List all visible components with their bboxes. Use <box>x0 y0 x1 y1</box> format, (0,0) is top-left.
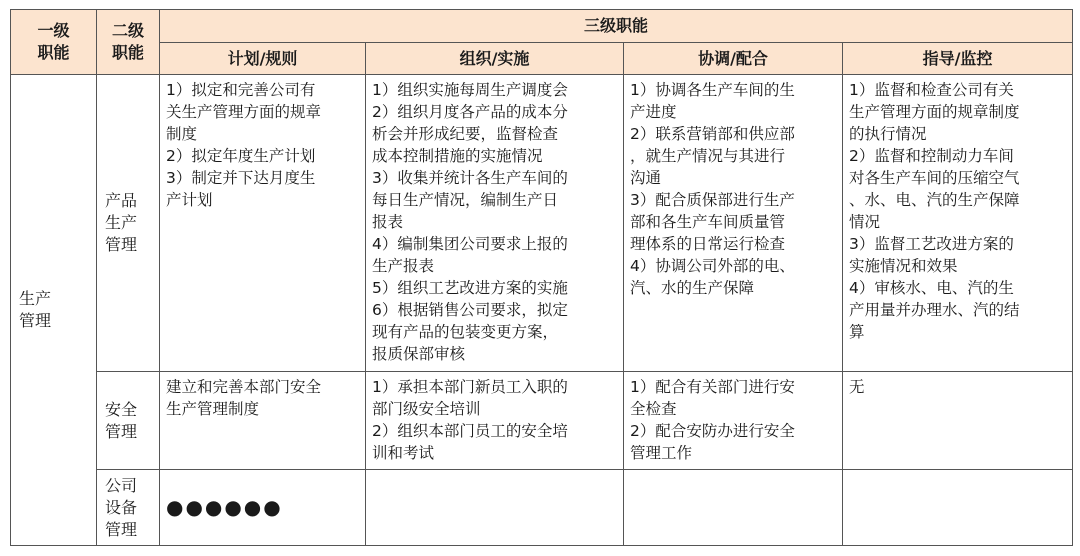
coord-cell <box>624 470 843 546</box>
level1-header: 一级 职能 <box>11 10 97 75</box>
ellipsis-dots: ●●●●●● <box>166 494 283 519</box>
plan-cell: 建立和完善本部门安全 生产管理制度 <box>160 372 366 470</box>
org-cell <box>366 470 624 546</box>
table-row <box>11 372 1073 470</box>
table-row <box>11 470 1073 546</box>
level3-header: 三级职能 <box>160 10 1073 43</box>
org-cell: 1）承担本部门新员工入职的 部门级安全培训 2）组织本部门员工的安全培 训和考试 <box>366 372 624 470</box>
guide-cell <box>843 470 1073 546</box>
col-header-guide: 指导/监控 <box>843 43 1073 75</box>
level2-cell: 公司 设备 管理 <box>97 470 160 546</box>
level1-cell: 生产 管理 <box>11 75 97 546</box>
level2-cell: 安全 管理 <box>97 372 160 470</box>
level2-cell: 产品 生产 管理 <box>97 75 160 372</box>
plan-cell <box>160 470 366 546</box>
col-header-coord: 协调/配合 <box>624 43 843 75</box>
coord-cell: 1）协调各生产车间的生 产进度 2）联系营销部和供应部 ，就生产情况与其进行 沟通 3）配合质保部进行生产 部和各生产车间质量管 理体系的日常运行检查 4）协调公司外部的电、 汽、水的生产保障 <box>624 75 843 372</box>
org-cell: 1）组织实施每周生产调度会 2）组织月度各产品的成本分 析会并形成纪要，监督检查 成本控制措施的实施情况 3）收集并统计各生产车间的 每日生产情况，编制生产日 报表 4）编制集团公司要求上报的 生产报表 5）组织工艺改进方案的实施 6）根据销售公司要求，拟定 现有产品的包装变更方案， 报质保部审核 <box>366 75 624 372</box>
guide-cell: 1）监督和检查公司有关 生产管理方面的规章制度 的执行情况 2）监督和控制动力车间 对各生产车间的压缩空气 、水、电、汽的生产保障 情况 3）监督工艺改进方案的 实施情况和效果 4）审核水、电、汽的生 产用量并办理水、汽的结 算 <box>843 75 1073 372</box>
level2-header: 二级 职能 <box>97 10 160 75</box>
guide-cell: 无 <box>843 372 1073 470</box>
col-header-org: 组织/实施 <box>366 43 624 75</box>
function-table <box>10 9 1073 546</box>
coord-cell: 1）配合有关部门进行安 全检查 2）配合安防办进行安全 管理工作 <box>624 372 843 470</box>
table-row <box>11 75 1073 372</box>
plan-cell: 1）拟定和完善公司有 关生产管理方面的规章 制度 2）拟定年度生产计划 3）制定并下达月度生 产计划 <box>160 75 366 372</box>
col-header-plan: 计划/规则 <box>160 43 366 75</box>
